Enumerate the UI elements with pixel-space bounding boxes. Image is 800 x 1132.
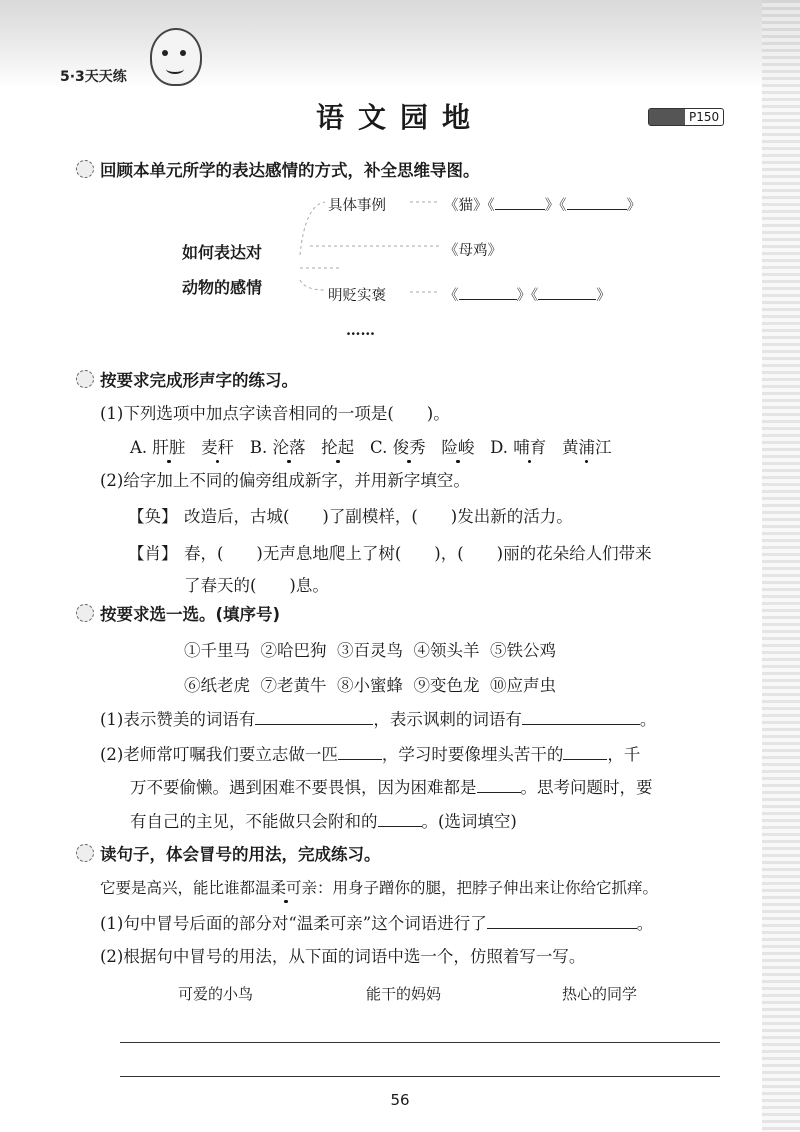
section-4-title: 读句子，体会冒号的用法，完成练习。 <box>100 845 381 864</box>
book-text: 》 <box>596 288 611 304</box>
word-choice: ⑩应声虫 <box>490 676 556 695</box>
page-reference: P150 <box>689 110 720 124</box>
question-text: (1)句中冒号后面的部分对“温柔可亲”这个词语进行了 <box>100 914 487 933</box>
section-1-title: 回顾本单元所学的表达感情的方式，补全思维导图。 <box>100 161 480 180</box>
answer-blank[interactable] <box>378 810 422 828</box>
book-text: 》《 <box>516 288 539 304</box>
book-text: 《 <box>444 288 459 304</box>
s3-question-2-line3 <box>130 808 517 832</box>
s3-question-2 <box>100 741 640 765</box>
word-choice: ⑨变色龙 <box>413 676 480 695</box>
mindmap-center-line1: 如何表达对 <box>182 243 263 262</box>
mindmap-branch-examples-books <box>444 194 641 215</box>
s4-choice-1: 可爱的小鸟 <box>178 985 254 1003</box>
s2-options <box>130 434 611 458</box>
mindmap-book-muji: 《母鸡》 <box>444 243 502 259</box>
option-label: D. <box>490 438 508 457</box>
page-title: 语文园地 <box>315 101 484 134</box>
s2-question-1: (1)下列选项中加点字读音相同的一项是( )。 <box>100 404 450 423</box>
word-choice: ③百灵鸟 <box>337 641 403 660</box>
option-word: 黄浦江 <box>561 438 612 457</box>
option-label: C. <box>370 438 388 457</box>
book-text: 《猫》《 <box>444 198 495 214</box>
question-text: ，千 <box>607 745 641 764</box>
mindmap-ellipsis: …… <box>346 322 375 339</box>
word-choice: ⑦老黄牛 <box>260 676 327 695</box>
answer-blank[interactable] <box>338 743 382 761</box>
answer-blank[interactable] <box>567 195 627 211</box>
question-text: (2)老师常叮嘱我们要立志做一匹 <box>100 745 338 764</box>
question-text: 。(选词填空) <box>421 812 517 831</box>
answer-blank[interactable] <box>487 912 637 930</box>
question-text: ，学习时要像埋头苦干的 <box>381 745 564 764</box>
section-2-title: 按要求完成形声字的练习。 <box>100 371 298 390</box>
option-word: 肝脏 <box>152 438 186 457</box>
option-word: 沦落 <box>272 438 306 457</box>
mindmap-branch-ironic-praise: 明贬实褒 <box>328 288 386 304</box>
option-word: 险峻 <box>441 438 475 457</box>
sentence-text: 它要是高兴，能比谁都 <box>100 879 256 897</box>
s3-word-row-2 <box>184 672 556 696</box>
mindmap-branch-examples: 具体事例 <box>328 198 386 214</box>
option-word: 抡起 <box>321 438 355 457</box>
answer-blank[interactable] <box>563 743 607 761</box>
section-marker-icon <box>76 604 94 622</box>
answer-blank[interactable] <box>538 285 596 301</box>
mindmap-center-line2: 动物的感情 <box>182 278 263 297</box>
option-word: 俊秀 <box>392 438 426 457</box>
mindmap-connectors <box>0 0 800 360</box>
answer-blank[interactable] <box>255 708 373 726</box>
question-text: 有自己的主见，不能做只会附和的 <box>130 812 378 831</box>
book-text: 》 <box>626 198 641 214</box>
word-choice: ①千里马 <box>184 641 250 660</box>
page-number: 56 <box>390 1091 410 1109</box>
word-choice: ⑥纸老虎 <box>184 676 250 695</box>
question-text: 。 <box>636 914 654 933</box>
option-label: B. <box>249 438 268 457</box>
s2-xiao-text: 春，( )无声息地爬上了树( )，( )丽的花朵给人们带来 <box>184 544 652 563</box>
answer-blank[interactable] <box>459 285 517 301</box>
option-word: 哺育 <box>513 438 547 457</box>
answer-blank[interactable] <box>477 776 521 794</box>
question-text: 。思考问题时，要 <box>520 778 653 797</box>
s4-question-1 <box>100 910 653 934</box>
question-text: 万不要偷懒。遇到困难不要畏惧，因为困难都是 <box>130 778 477 797</box>
answer-blank[interactable] <box>522 708 640 726</box>
question-text: 。 <box>639 710 657 729</box>
s4-choice-3: 热心的同学 <box>562 985 638 1003</box>
s3-question-1 <box>100 706 656 730</box>
answer-blank[interactable] <box>495 195 545 211</box>
mindmap-branch-ironic-books <box>444 284 611 305</box>
s2-huan-text: 改造后，古城( )了副模样，( )发出新的活力。 <box>184 507 573 526</box>
s4-sentence <box>100 876 658 898</box>
s2-xiao-tag: 【肖】 <box>128 544 178 563</box>
brand-logo: 5·3天天练 <box>60 69 127 85</box>
sentence-text: ：用身子蹭你的腿，把脖子伸出来让你给它抓痒。 <box>317 879 659 897</box>
s4-choice-2: 能干的妈妈 <box>366 985 442 1003</box>
word-choice: ⑤铁公鸡 <box>490 641 556 660</box>
dotted-phrase: 温柔可亲 <box>255 879 318 897</box>
s3-question-2-line2 <box>130 774 653 798</box>
s2-xiao-text-2: 了春天的( )息。 <box>184 576 329 595</box>
s2-question-2: (2)给字加上不同的偏旁组成新字，并用新字填空。 <box>100 471 470 490</box>
writing-line[interactable] <box>120 1042 720 1043</box>
question-text: ，表示讽刺的词语有 <box>373 710 522 729</box>
s2-huan-tag: 【奂】 <box>128 507 178 526</box>
word-choice: ④领头羊 <box>413 641 480 660</box>
question-text: (1)表示赞美的词语有 <box>100 710 256 729</box>
option-word: 麦秆 <box>201 438 235 457</box>
s4-question-2: (2)根据句中冒号的用法，从下面的词语中选一个，仿照着写一写。 <box>100 947 586 966</box>
section-marker-icon <box>76 844 94 862</box>
word-choice: ⑧小蜜蜂 <box>337 676 403 695</box>
word-choice: ②哈巴狗 <box>260 641 327 660</box>
book-text: 》《 <box>544 198 567 214</box>
s3-word-row-1 <box>184 637 556 661</box>
writing-line[interactable] <box>120 1076 720 1077</box>
section-marker-icon <box>76 370 94 388</box>
option-label: A. <box>130 438 148 457</box>
section-3-title: 按要求选一选。(填序号) <box>100 605 281 624</box>
